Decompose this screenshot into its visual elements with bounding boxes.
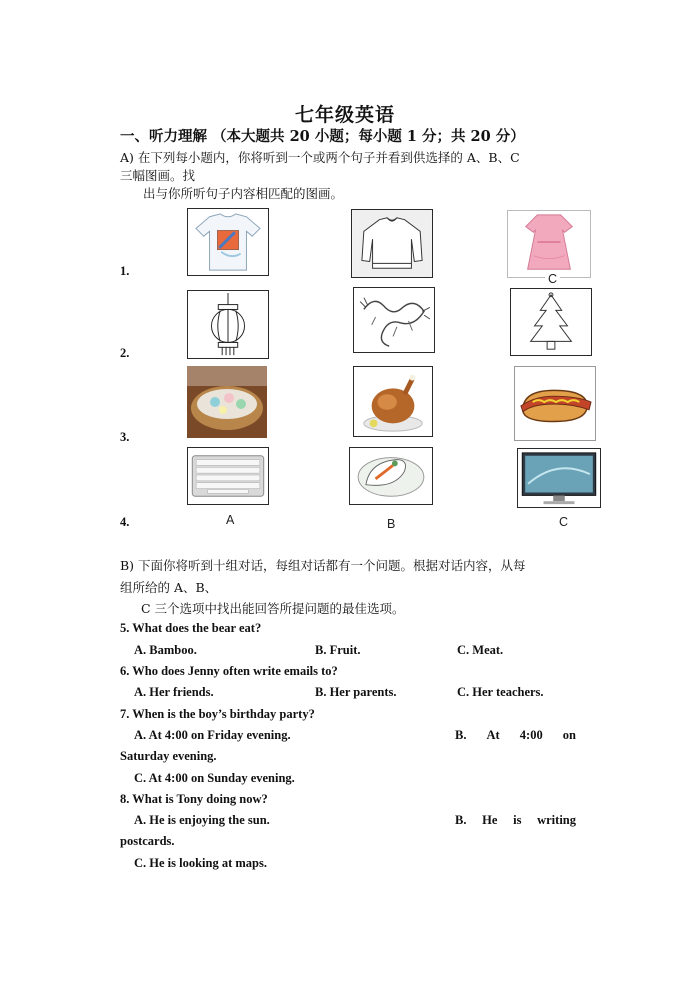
question-5: 5. What does the bear eat?: [120, 621, 262, 635]
option-a: A. Her friends.: [134, 685, 214, 699]
option-b-word: B.: [455, 813, 467, 827]
question-6: 6. Who does Jenny often write emails to?: [120, 664, 338, 678]
part-a-instruction-2: 三幅图画。找: [120, 168, 196, 183]
option-label-c: C: [559, 515, 569, 529]
christmas-tree-icon: [510, 288, 592, 356]
hotdog-icon: [514, 366, 596, 441]
row-number: 3.: [120, 430, 130, 444]
dress-icon: [507, 210, 591, 278]
part-a-instruction-1: A) 在下列每小题内，你将听到一个或两个句子并看到供选择的 A、B、C: [120, 150, 520, 165]
option-label-a: A: [226, 513, 235, 527]
option-c: C. Her teachers.: [457, 685, 544, 699]
option-b: [455, 728, 576, 743]
option-b-continued: Saturday evening.: [120, 749, 217, 763]
section-heading: 一、听力理解 （本大题共 20 小题；每小题 1 分；共 20 分）: [120, 128, 525, 145]
option-a: A. At 4:00 on Friday evening.: [134, 728, 291, 742]
row-number: 2.: [120, 346, 130, 360]
option-b-word: is: [513, 813, 522, 827]
part-b-instruction-3: C 三个选项中找出能回答所提问题的最佳选项。: [141, 601, 405, 616]
option-b-word: 4:00: [519, 728, 543, 742]
option-b-word: on: [562, 728, 576, 742]
option-b-word: writing: [537, 813, 576, 827]
option-b-word: At: [486, 728, 500, 742]
question-8: 8. What is Tony doing now?: [120, 792, 268, 806]
lantern-icon: [187, 290, 269, 359]
row-number: 4.: [120, 515, 130, 529]
option-a: A. Bamboo.: [134, 643, 197, 657]
option-label-b: B: [387, 517, 396, 531]
keyboard-icon: [187, 447, 269, 505]
option-b: B. Fruit.: [315, 643, 361, 657]
t-shirt-icon: [187, 208, 269, 276]
question-7: 7. When is the boy’s birthday party?: [120, 707, 315, 721]
option-a: A. He is enjoying the sun.: [134, 813, 270, 827]
roast-chicken-icon: [353, 366, 433, 437]
option-c: C. He is looking at maps.: [134, 856, 268, 870]
option-b-continued: postcards.: [120, 834, 175, 848]
option-c: C. At 4:00 on Sunday evening.: [134, 771, 295, 785]
sweater-icon: [351, 209, 433, 278]
dragon-icon: [353, 287, 435, 353]
option-b-word: B.: [455, 728, 467, 742]
part-b-instruction-2: 组所给的 A、B、: [120, 580, 218, 595]
mouse-icon: [349, 447, 433, 505]
page-title: 七年级英语: [295, 104, 396, 126]
candy-basket-icon: [187, 366, 267, 438]
option-c: C. Meat.: [457, 643, 504, 657]
option-b: [455, 813, 576, 828]
part-a-instruction-3: 出与你所听句子内容相匹配的图画。: [143, 186, 344, 201]
option-b-word: He: [482, 813, 498, 827]
option-b: B. Her parents.: [315, 685, 397, 699]
option-label-c: C: [545, 272, 560, 286]
part-b-instruction-1: B) 下面你将听到十组对话，每组对话都有一个问题。根据对话内容，从每: [120, 558, 526, 573]
row-number: 1.: [120, 264, 130, 278]
monitor-icon: [517, 448, 601, 508]
